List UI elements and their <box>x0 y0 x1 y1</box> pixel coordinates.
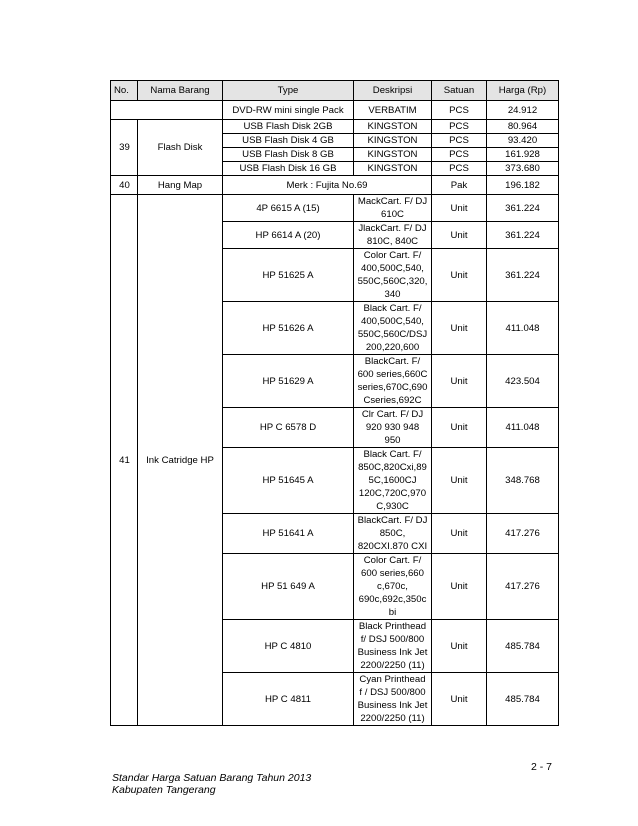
item-no: 41 <box>111 195 138 726</box>
desc-cell: KINGSTON <box>354 148 432 162</box>
unit-cell: Unit <box>432 249 487 302</box>
price-cell: 348.768 <box>487 448 559 514</box>
price-cell: 196.182 <box>487 176 559 195</box>
price-cell: 161.928 <box>487 148 559 162</box>
type-cell: HP 51 649 A <box>223 554 354 620</box>
unit-cell: PCS <box>432 148 487 162</box>
item-name: Ink Catridge HP <box>138 195 223 726</box>
item-name: Hang Map <box>138 176 223 195</box>
unit-cell: Unit <box>432 514 487 554</box>
unit-cell: Unit <box>432 355 487 408</box>
price-cell: 411.048 <box>487 302 559 355</box>
unit-cell: Pak <box>432 176 487 195</box>
unit-cell: Unit <box>432 408 487 448</box>
header-no: No. <box>111 81 138 101</box>
unit-cell: Unit <box>432 554 487 620</box>
unit-cell: Unit <box>432 673 487 726</box>
header-deskripsi: Deskripsi <box>354 81 432 101</box>
unit-cell: Unit <box>432 222 487 249</box>
type-cell: HP 51629 A <box>223 355 354 408</box>
header-harga: Harga (Rp) <box>487 81 559 101</box>
type-cell: 4P 6615 A (15) <box>223 195 354 222</box>
unit-cell: Unit <box>432 195 487 222</box>
type-cell: USB Flash Disk 4 GB <box>223 134 354 148</box>
unit-cell: PCS <box>432 101 487 120</box>
type-cell: DVD-RW mini single Pack <box>223 101 354 120</box>
price-cell: 361.224 <box>487 249 559 302</box>
type-cell: HP 51626 A <box>223 302 354 355</box>
unit-cell: PCS <box>432 120 487 134</box>
price-cell: 361.224 <box>487 195 559 222</box>
price-cell: 411.048 <box>487 408 559 448</box>
price-cell: 417.276 <box>487 554 559 620</box>
desc-cell: Black Printhead f/ DSJ 500/800 Business Ink Jet 2200/2250 (11) <box>354 620 432 673</box>
unit-cell: Unit <box>432 620 487 673</box>
desc-cell: KINGSTON <box>354 120 432 134</box>
table-row <box>111 101 559 120</box>
type-cell: HP 6614 A (20) <box>223 222 354 249</box>
type-cell: HP 51625 A <box>223 249 354 302</box>
desc-cell: Color Cart. F/ 400,500C,540, 550C,560C,320, 340 <box>354 249 432 302</box>
merk-cell: Merk : Fujita No.69 <box>223 176 432 195</box>
type-cell: HP 51645 A <box>223 448 354 514</box>
desc-cell: Black Cart. F/ 850C,820Cxi,89 5C,1600CJ 120C,720C,970 C,930C <box>354 448 432 514</box>
table-row <box>111 120 559 134</box>
footer-line-2: Kabupaten Tangerang <box>112 784 216 796</box>
page-number: 2 - 7 <box>531 761 553 773</box>
type-cell: HP C 4811 <box>223 673 354 726</box>
type-cell: USB Flash Disk 2GB <box>223 120 354 134</box>
type-cell: USB Flash Disk 16 GB <box>223 162 354 176</box>
unit-cell: Unit <box>432 302 487 355</box>
unit-cell: PCS <box>432 162 487 176</box>
price-cell: 24.912 <box>487 101 559 120</box>
desc-cell: BlackCart. F/ DJ 850C, 820CXI.870 CXI <box>354 514 432 554</box>
desc-cell: Cyan Printhead f / DSJ 500/800 Business Ink Jet 2200/2250 (11) <box>354 673 432 726</box>
price-cell: 485.784 <box>487 620 559 673</box>
unit-cell: PCS <box>432 134 487 148</box>
item-no: 40 <box>111 176 138 195</box>
desc-cell: Clr Cart. F/ DJ 920 930 948 950 <box>354 408 432 448</box>
desc-cell: MackCart. F/ DJ 610C <box>354 195 432 222</box>
desc-cell: BlackCart. F/ 600 series,660C series,670C,690 Cseries,692C <box>354 355 432 408</box>
header-nama-barang: Nama Barang <box>138 81 223 101</box>
price-cell: 373.680 <box>487 162 559 176</box>
type-cell: USB Flash Disk 8 GB <box>223 148 354 162</box>
type-cell: HP C 4810 <box>223 620 354 673</box>
table-row <box>111 195 559 222</box>
item-name: Flash Disk <box>138 120 223 176</box>
desc-cell: Black Cart. F/ 400,500C,540, 550C,560C/DSJ 200,220,600 <box>354 302 432 355</box>
price-cell: 417.276 <box>487 514 559 554</box>
desc-cell: VERBATIM <box>354 101 432 120</box>
price-cell: 485.784 <box>487 673 559 726</box>
desc-cell: KINGSTON <box>354 134 432 148</box>
empty-cell <box>111 101 223 120</box>
table-header-row <box>111 81 559 101</box>
price-cell: 80.964 <box>487 120 559 134</box>
type-cell: HP 51641 A <box>223 514 354 554</box>
price-cell: 93.420 <box>487 134 559 148</box>
price-table <box>110 80 559 726</box>
header-type: Type <box>223 81 354 101</box>
table-row <box>111 176 559 195</box>
price-cell: 423.504 <box>487 355 559 408</box>
item-no: 39 <box>111 120 138 176</box>
document-footer <box>112 772 311 796</box>
header-satuan: Satuan <box>432 81 487 101</box>
footer-line-1: Standar Harga Satuan Barang Tahun 2013 <box>112 772 312 784</box>
desc-cell: Color Cart. F/ 600 series,660 c,670c, 690c,692c,350c bi <box>354 554 432 620</box>
price-cell: 361.224 <box>487 222 559 249</box>
desc-cell: KINGSTON <box>354 162 432 176</box>
type-cell: HP C 6578 D <box>223 408 354 448</box>
unit-cell: Unit <box>432 448 487 514</box>
desc-cell: JlackCart. F/ DJ 810C, 840C <box>354 222 432 249</box>
